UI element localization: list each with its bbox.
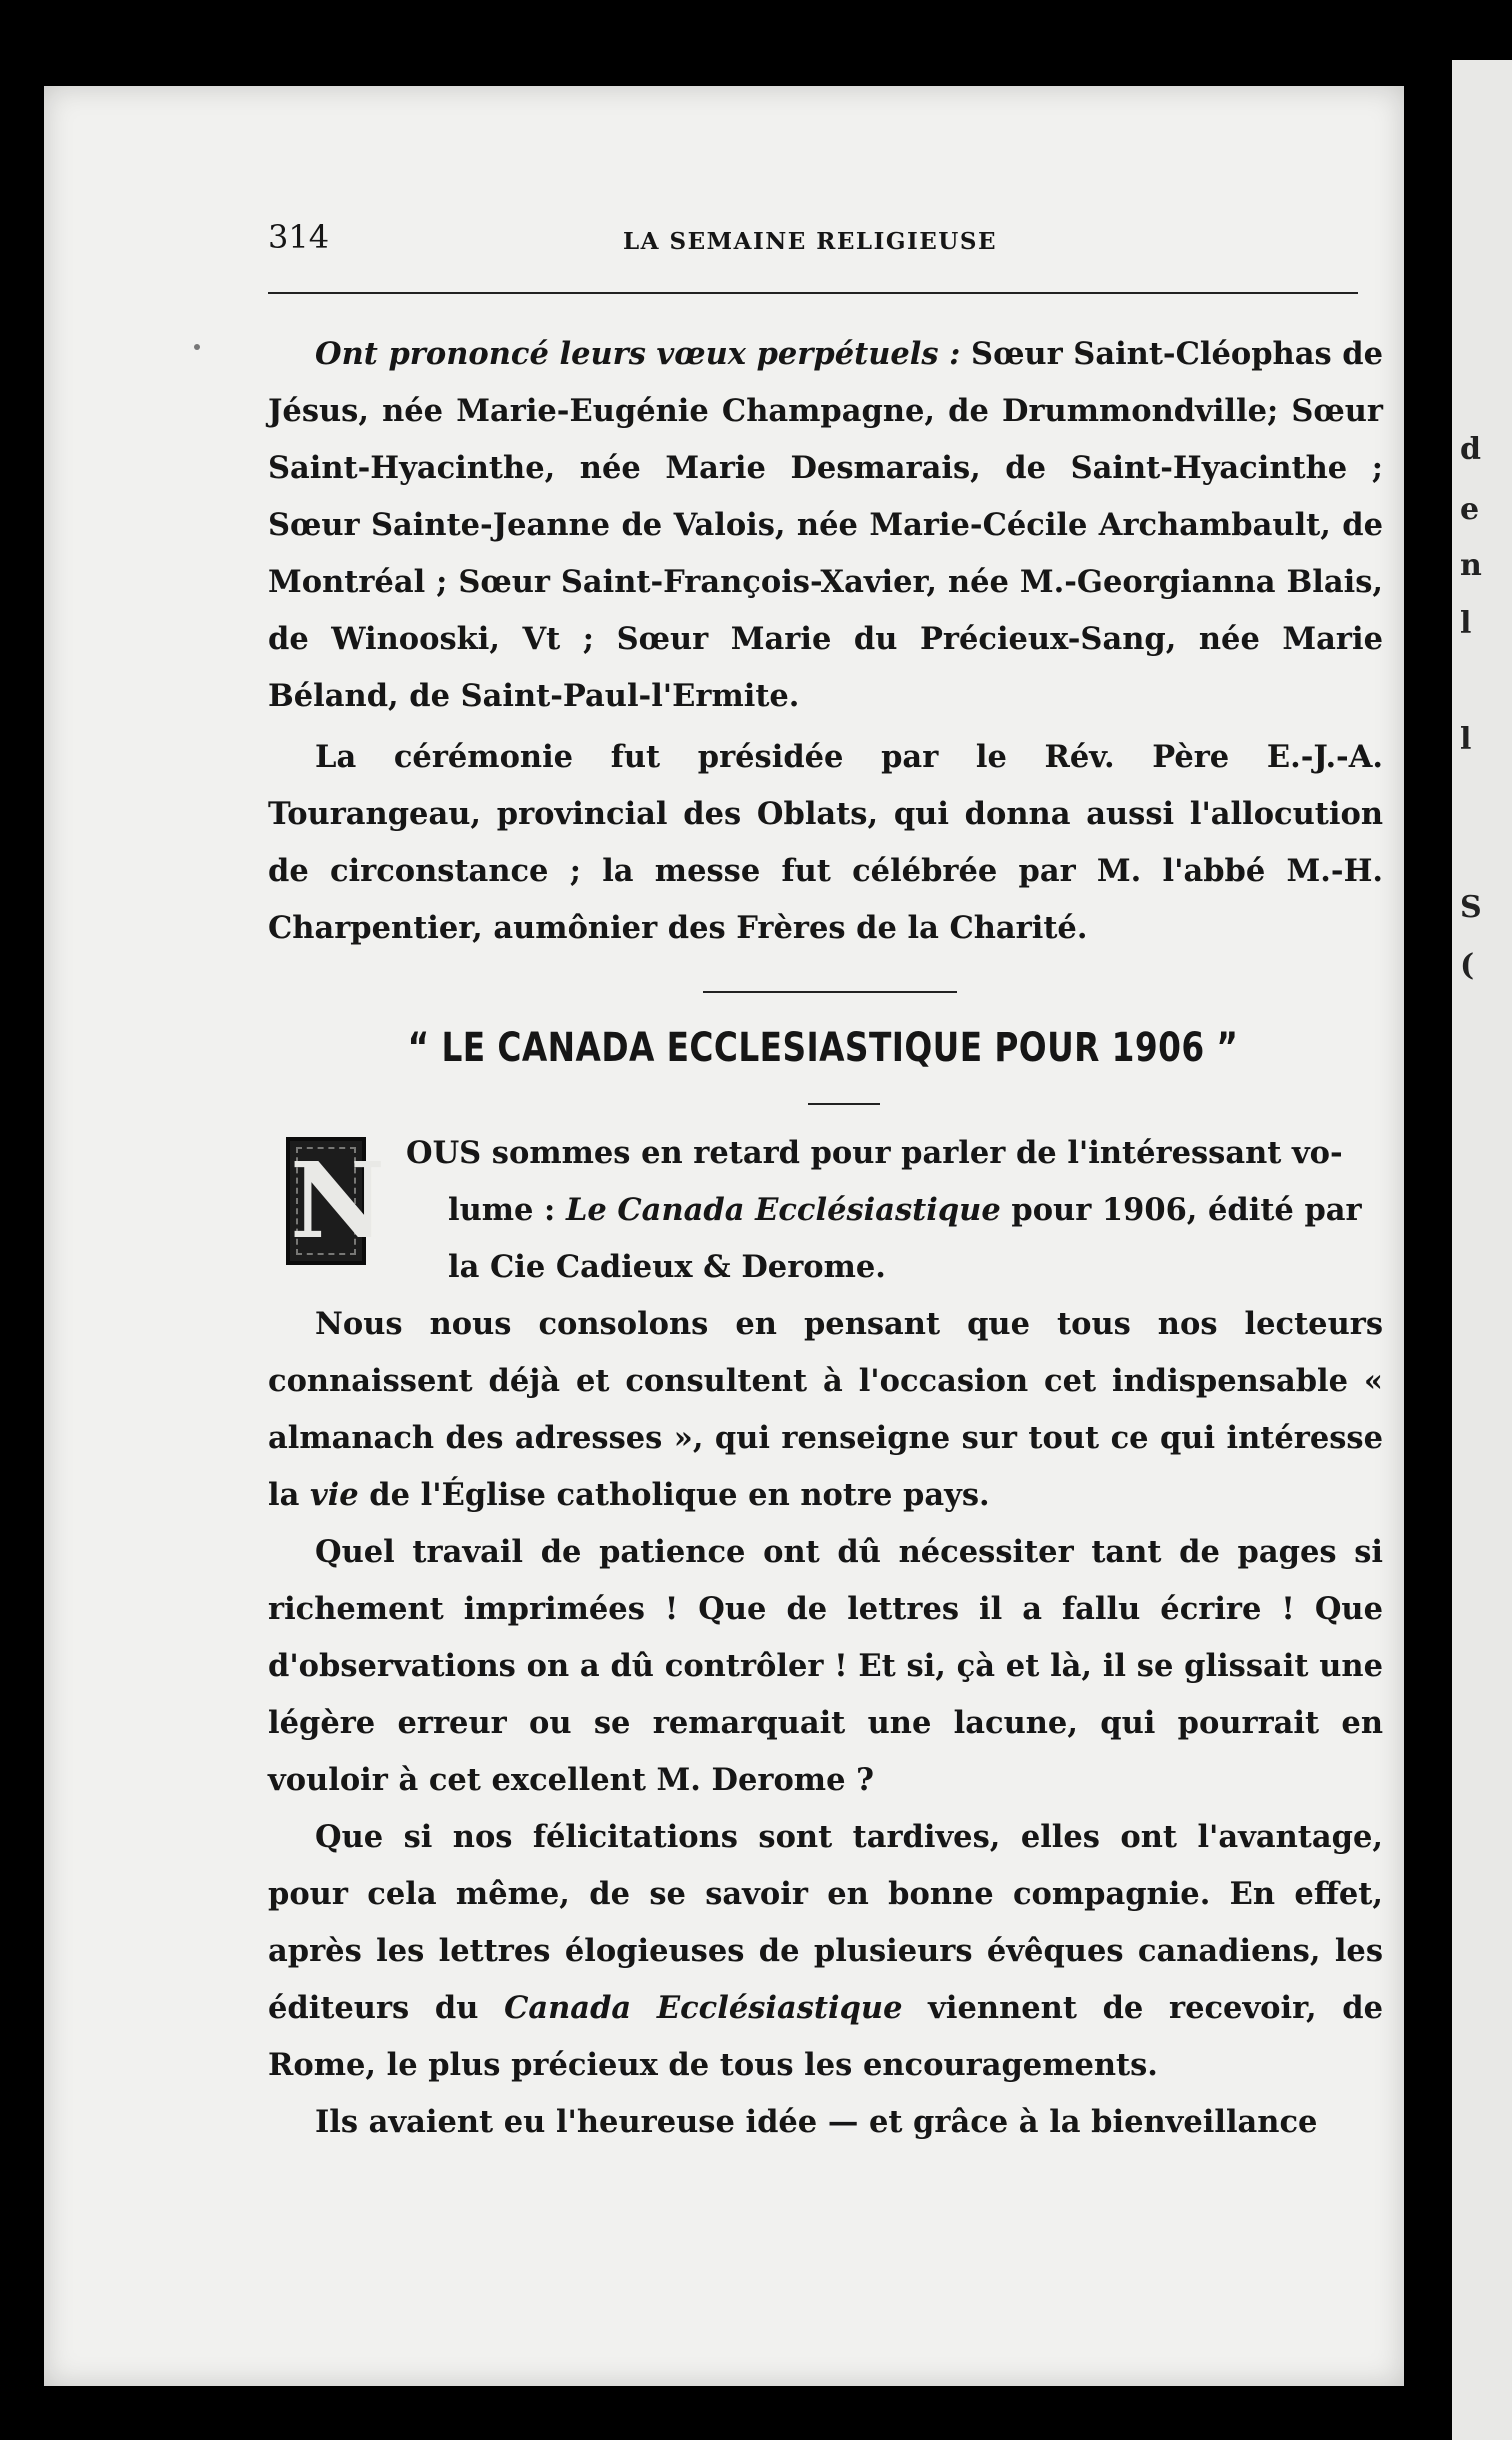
section-divider [703, 991, 957, 993]
facing-fragment: d [1460, 432, 1481, 467]
opening-paragraph [268, 1125, 1383, 1296]
italic-title: Canada Ecclésiastique [504, 1990, 903, 2026]
running-title: LA SEMAINE RELIGIEUSE [623, 228, 997, 255]
facing-fragment: e [1460, 492, 1480, 527]
header-rule [268, 292, 1358, 294]
text-run: viennent de recevoir, de Rome, le plus précieux de tous les encouragements. [268, 1990, 1383, 2083]
text-run: lume : [448, 1192, 566, 1228]
text-line: la Cie Cadieux & Derome. [448, 1249, 886, 1285]
text-run: Nous nous consolons en pensant que tous nos lecteurs connaissent déjà et consultent à l'occasion cet indispensable « almanach des adresses », qui renseigne sur tout ce qui intéresse la [268, 1306, 1383, 1513]
text-run: Que si nos félicitations sont tardives, elles ont l'avantage, pour cela même, de se savoir en bonne compagnie. En effet, après les lettres élogieuses de plusieurs évêques canadiens, les éditeurs du [268, 1819, 1383, 2026]
paragraph: Quel travail de patience ont dû nécessiter tant de pages si richement imprimées ! Que de lettres il a fallu écrire ! Que d'observations on a dû contrôler ! Et si, çà et là, il se glissait une légère erreur ou se remarquait une lacune, qui pourrait en vouloir à cet excellent M. Derome ? [268, 1534, 1383, 1798]
paragraph [268, 1809, 1383, 2094]
page-number: 314 [268, 218, 330, 256]
text-run: pour 1906, édité par [1000, 1192, 1362, 1228]
facing-fragment: l [1460, 606, 1472, 641]
scan-speck [194, 344, 200, 350]
drop-cap-lines [268, 1125, 1383, 1296]
italic-lead: Ont prononcé leurs vœux perpétuels : [315, 336, 961, 372]
title-rule [808, 1103, 880, 1105]
ornamental-drop-cap [286, 1137, 386, 1265]
facing-fragment: l [1460, 722, 1472, 757]
italic-word: vie [309, 1477, 359, 1513]
article-title: “ LE CANADA ECCLESIASTIQUE POUR 1906 ” [407, 1025, 1239, 1071]
text-line: OUS sommes en retard pour parler de l'intéressant vo- [406, 1135, 1343, 1171]
page-header [268, 218, 1383, 270]
paragraph [268, 326, 1383, 725]
facing-fragment: ( [1460, 948, 1475, 983]
text-line [268, 1182, 1383, 1239]
facing-fragment: S [1460, 890, 1482, 925]
drop-cap-letter: N [290, 1139, 386, 1262]
paragraph [268, 1296, 1383, 1524]
paragraph: Ils avaient eu l'heureuse idée — et grâce à la bienveillance [315, 2104, 1318, 2140]
article-professions [268, 326, 1383, 957]
article-canada-ecclesiastique [268, 1125, 1383, 2151]
paragraph: La cérémonie fut présidée par le Rév. Père E.-J.-A. Tourangeau, provincial des Oblats, qui donna aussi l'allocution de circonstance ; la messe fut célébrée par M. l'abbé M.-H. Charpentier, aumônier des Frères de la Charité. [268, 739, 1383, 946]
text-run: de l'Église catholique en notre pays. [358, 1477, 990, 1513]
page-content [268, 218, 1383, 2151]
facing-page-edge [1452, 60, 1512, 2440]
facing-fragment: n [1460, 548, 1482, 583]
paragraph-text: Sœur Saint-Cléophas de Jésus, née Marie-Eugénie Champagne, de Drummondville; Sœur Saint-Hyacinthe, née Marie Desmarais, de Saint-Hyacinthe ; Sœur Sainte-Jeanne de Valois, née Marie-Cécile Archambault, de Montréal ; Sœur Saint-François-Xavier, née M.-Georgianna Blais, de Winooski, Vt ; Sœur Marie du Précieux-Sang, née Marie Béland, de Saint-Paul-l'Ermite. [268, 336, 1383, 714]
italic-title: Le Canada Ecclésiastique [565, 1192, 1001, 1228]
